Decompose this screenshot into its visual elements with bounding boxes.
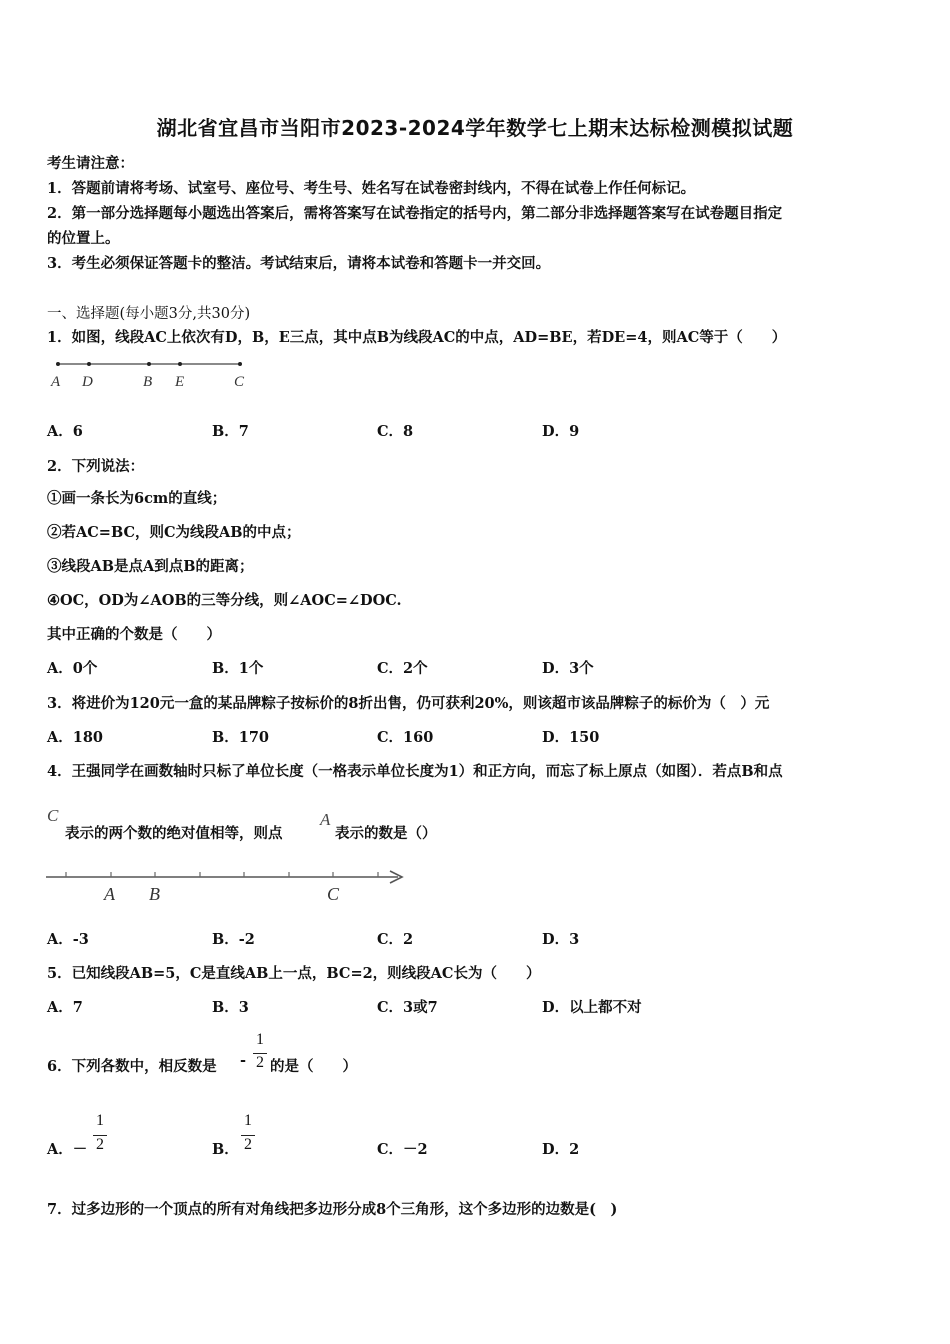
q6-option-a-fraction (93, 1112, 107, 1160)
q6-option-b-fraction (241, 1112, 255, 1160)
q3-option-a[interactable]: A．180 (47, 729, 104, 746)
q1-option-c[interactable]: C．8 (377, 423, 414, 440)
q6-minus-sign: - (240, 1052, 247, 1069)
q1-label-d: D (82, 374, 93, 390)
q7-stem: 7．过多边形的一个顶点的所有对角线把多边形分成8个三角形，这个多边形的边数是( ) (47, 1201, 618, 1218)
q2-option-d[interactable]: D．3个 (542, 660, 594, 677)
q2-statement-1: ①画一条长为6cm的直线； (47, 490, 227, 507)
q3-option-c[interactable]: C．160 (377, 729, 434, 746)
section-heading: 一、选择题(每小题3分,共30分) (47, 306, 251, 322)
q2-statement-3: ③线段AB是点A到点B的距离； (47, 558, 254, 575)
q5-option-d[interactable]: D．以上都不对 (542, 999, 642, 1016)
q2-statement-2: ②若AC=BC，则C为线段AB的中点； (47, 524, 301, 541)
q6-stem-numerator: 1 (256, 1031, 264, 1048)
q6-option-b[interactable]: B． (212, 1141, 239, 1158)
q2-stem: 2．下列说法： (47, 458, 145, 475)
q6-option-b-numerator: 1 (244, 1112, 252, 1129)
q4-stem-line1: 4．王强同学在画数轴时只标了单位长度（一格表示单位长度为1）和正方向，而忘了标上原点（如图）．若点B和点 (47, 763, 783, 780)
q1-label-c: C (234, 374, 245, 390)
q4-axis-label-b: B (149, 884, 160, 904)
q6-stem-suffix: 的是（ ） (270, 1058, 357, 1075)
q6-stem-prefix: 6．下列各数中，相反数是 (47, 1058, 217, 1075)
q5-option-b[interactable]: B．3 (212, 999, 249, 1016)
q4-number-line (44, 862, 414, 908)
q4-option-b[interactable]: B．-2 (212, 931, 255, 948)
q6-option-c[interactable]: C．－2 (377, 1141, 428, 1158)
q1-label-e: E (175, 374, 185, 390)
q4-axis-label-a: A (104, 884, 115, 904)
q1-option-b[interactable]: B．7 (212, 423, 249, 440)
q2-statement-4: ④OC，OD为∠AOB的三等分线，则∠AOC=∠DOC. (47, 592, 402, 609)
q2-ask: 其中正确的个数是（ ） (47, 626, 221, 643)
notice-item-1: 1．答题前请将考场、试室号、座位号、考生号、姓名写在试卷密封线内，不得在试卷上作任何标记。 (47, 180, 696, 197)
notice-item-3: 3．考生必须保证答题卡的整洁。考试结束后，请将本试卷和答题卡一并交回。 (47, 255, 551, 272)
q6-option-a-denominator: 2 (96, 1136, 104, 1153)
q1-label-a: A (51, 374, 61, 390)
q2-option-a[interactable]: A．0个 (47, 660, 98, 677)
q4-option-d[interactable]: D．3 (542, 931, 580, 948)
q4-option-a[interactable]: A．-3 (47, 931, 89, 948)
q3-option-b[interactable]: B．170 (212, 729, 270, 746)
q3-option-d[interactable]: D．150 (542, 729, 600, 746)
q3-stem: 3．将进价为120元一盒的某品牌粽子按标价的8折出售，仍可获利20%，则该超市该品牌粽子的标价为（ ）元 (47, 695, 770, 712)
q1-option-a[interactable]: A．6 (47, 423, 83, 440)
q4-option-c[interactable]: C．2 (377, 931, 414, 948)
q1-stem: 1．如图，线段AC上依次有D，B，E三点，其中点B为线段AC的中点，AD=BE，若DE=4，则AC等于（ ） (47, 329, 787, 346)
page-title: 湖北省宜昌市当阳市2023-2024学年数学七上期末达标检测模拟试题 (156, 116, 794, 140)
q4-stem-line2a: 表示的两个数的绝对值相等，则点 (65, 825, 283, 842)
q6-option-b-denominator: 2 (244, 1136, 252, 1153)
q6-option-a-numerator: 1 (96, 1112, 104, 1129)
q2-option-c[interactable]: C．2个 (377, 660, 428, 677)
q1-option-d[interactable]: D．9 (542, 423, 580, 440)
q4-axis-label-c: C (327, 884, 340, 904)
notice-heading: 考生请注意： (47, 155, 134, 172)
q1-label-b: B (143, 374, 153, 390)
q6-stem-denominator: 2 (256, 1054, 264, 1071)
q6-option-d[interactable]: D．2 (542, 1141, 580, 1158)
q4-point-c-label: C (47, 806, 59, 825)
q5-option-c[interactable]: C．3或7 (377, 999, 438, 1016)
q5-stem: 5．已知线段AB=5，C是直线AB上一点，BC=2，则线段AC长为（ ） (47, 965, 541, 982)
q4-stem-line2b: 表示的数是（） (335, 825, 437, 842)
q6-option-a[interactable]: A．－ (47, 1141, 88, 1158)
q4-point-a-label: A (320, 810, 331, 829)
notice-item-2: 2．第一部分选择题每小题选出答案后，需将答案写在试卷指定的括号内，第二部分非选择题答案写在试卷题目指定 (47, 205, 783, 222)
q6-stem-fraction (253, 1031, 267, 1077)
q1-segment-figure (44, 355, 264, 395)
q5-option-a[interactable]: A．7 (47, 999, 83, 1016)
q2-option-b[interactable]: B．1个 (212, 660, 264, 677)
notice-item-2-cont: 的位置上。 (47, 230, 120, 247)
